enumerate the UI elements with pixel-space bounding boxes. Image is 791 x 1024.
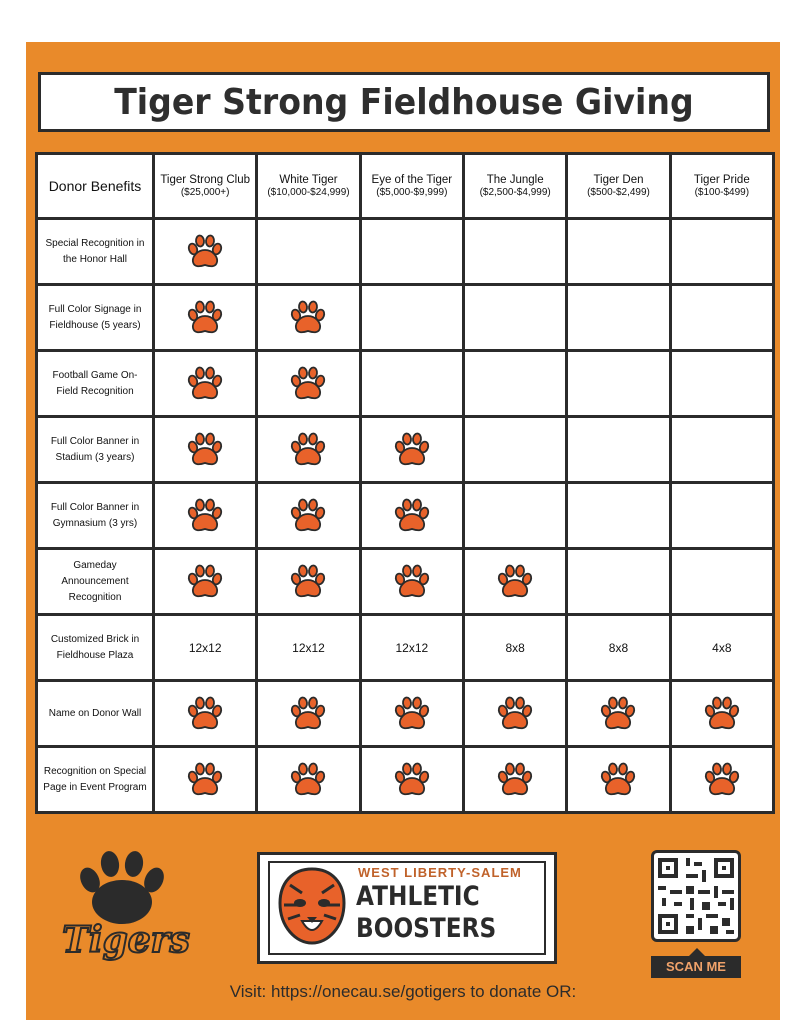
benefit-empty-cell [257, 219, 360, 285]
level-name: White Tiger [279, 173, 338, 186]
benefit-included-cell [567, 681, 670, 747]
brick-size: 8x8 [567, 615, 670, 681]
benefit-empty-cell [463, 219, 566, 285]
paw-print-icon [185, 232, 225, 272]
benefit-empty-cell [670, 351, 773, 417]
brick-size: 12x12 [360, 615, 463, 681]
benefit-included-cell [154, 483, 257, 549]
benefit-label: Recognition on Special Page in Event Program [37, 747, 154, 813]
boosters-school-name: WEST LIBERTY-SALEM [358, 865, 522, 880]
benefit-included-cell [257, 681, 360, 747]
benefit-empty-cell [567, 351, 670, 417]
paw-print-icon [185, 364, 225, 404]
benefit-included-cell [670, 681, 773, 747]
table-row [37, 285, 774, 351]
benefit-empty-cell [567, 219, 670, 285]
qr-code-icon [654, 853, 738, 939]
brick-size: 4x8 [670, 615, 773, 681]
benefit-empty-cell [567, 549, 670, 615]
brick-size: 12x12 [257, 615, 360, 681]
paw-print-icon [288, 760, 328, 800]
level-range: ($25,000+) [180, 186, 230, 198]
paw-print-icon [392, 430, 432, 470]
donate-link-text[interactable]: Visit: https://onecau.se/gotigers to donate OR: [229, 982, 577, 1001]
brick-size: 12x12 [154, 615, 257, 681]
benefit-included-cell [257, 417, 360, 483]
benefit-empty-cell [463, 483, 566, 549]
benefit-included-cell [257, 747, 360, 813]
level-header [463, 154, 566, 219]
level-range: ($2,500-$4,999) [479, 186, 551, 198]
footer [26, 842, 780, 1020]
paw-print-icon [702, 694, 742, 734]
paw-print-icon [392, 496, 432, 536]
benefit-empty-cell [670, 417, 773, 483]
benefit-included-cell [567, 747, 670, 813]
paw-print-icon [185, 760, 225, 800]
benefit-included-cell [154, 285, 257, 351]
flyer [26, 42, 780, 1020]
benefit-empty-cell [463, 285, 566, 351]
level-name: Tiger Pride [693, 173, 750, 186]
level-name: Tiger Strong Club [160, 173, 251, 186]
boosters-line-2: BOOSTERS [356, 913, 497, 944]
paw-print-icon [495, 562, 535, 602]
benefit-included-cell [360, 417, 463, 483]
level-name: Tiger Den [593, 173, 644, 186]
brick-size: 8x8 [463, 615, 566, 681]
table-row [37, 681, 774, 747]
benefit-included-cell [360, 747, 463, 813]
benefit-included-cell [670, 747, 773, 813]
table-row [37, 417, 774, 483]
level-header [670, 154, 773, 219]
paw-print-icon [495, 760, 535, 800]
benefit-included-cell [154, 747, 257, 813]
benefit-empty-cell [360, 351, 463, 417]
level-range: ($10,000-$24,999) [267, 186, 350, 198]
scan-me-label: SCAN ME [651, 956, 741, 978]
level-range: ($5,000-$9,999) [376, 186, 448, 198]
title-banner [38, 72, 770, 132]
level-header [154, 154, 257, 219]
paw-print-icon [702, 760, 742, 800]
paw-print-icon [598, 760, 638, 800]
donor-benefits-header: Donor Benefits [37, 154, 154, 219]
paw-print-icon [185, 496, 225, 536]
benefit-included-cell [463, 747, 566, 813]
benefit-included-cell [257, 285, 360, 351]
benefit-label: Full Color Banner in Stadium (3 years) [37, 417, 154, 483]
benefit-empty-cell [567, 417, 670, 483]
level-range: ($100-$499) [694, 186, 750, 198]
benefit-included-cell [257, 351, 360, 417]
benefit-empty-cell [463, 351, 566, 417]
tigers-paw-logo [56, 850, 196, 970]
paw-print-icon [392, 562, 432, 602]
level-range: ($500-$2,499) [587, 186, 650, 198]
benefit-empty-cell [567, 285, 670, 351]
benefit-empty-cell [360, 285, 463, 351]
benefit-empty-cell [567, 483, 670, 549]
athletic-boosters-logo [257, 852, 557, 964]
benefit-empty-cell [360, 219, 463, 285]
level-name: Eye of the Tiger [371, 173, 453, 186]
tigers-logo-text: Tigers [62, 919, 190, 961]
benefit-included-cell [154, 351, 257, 417]
paw-print-icon [185, 562, 225, 602]
boosters-line-1: ATHLETIC [356, 881, 480, 912]
benefit-included-cell [257, 549, 360, 615]
benefit-included-cell [360, 549, 463, 615]
benefit-label: Name on Donor Wall [37, 681, 154, 747]
level-header [360, 154, 463, 219]
paw-print-icon [288, 298, 328, 338]
benefit-label: Gameday Announcement Recognition [37, 549, 154, 615]
scan-arrow-icon [689, 948, 705, 956]
paw-print-icon [288, 430, 328, 470]
benefit-included-cell [463, 549, 566, 615]
benefit-label: Full Color Signage in Fieldhouse (5 years) [37, 285, 154, 351]
paw-print-icon [288, 694, 328, 734]
paw-print-icon [288, 496, 328, 536]
level-header [257, 154, 360, 219]
table-row [37, 549, 774, 615]
paw-print-icon [288, 364, 328, 404]
benefit-empty-cell [670, 285, 773, 351]
paw-print-icon [392, 760, 432, 800]
table-row [37, 351, 774, 417]
paw-print-icon [185, 430, 225, 470]
benefit-label: Full Color Banner in Gymnasium (3 yrs) [37, 483, 154, 549]
qr-code[interactable] [651, 850, 741, 942]
benefit-empty-cell [670, 549, 773, 615]
paw-print-icon [185, 694, 225, 734]
table-row [37, 483, 774, 549]
benefit-empty-cell [670, 219, 773, 285]
tiger-face-icon [272, 865, 352, 947]
benefit-included-cell [360, 681, 463, 747]
benefit-label: Special Recognition in the Honor Hall [37, 219, 154, 285]
paw-print-icon [598, 694, 638, 734]
benefit-label: Customized Brick in Fieldhouse Plaza [37, 615, 154, 681]
table-body [37, 219, 774, 813]
table-header-row [37, 154, 774, 219]
table-row [37, 219, 774, 285]
paw-print-icon [392, 694, 432, 734]
benefit-included-cell [154, 549, 257, 615]
benefit-included-cell [463, 681, 566, 747]
table-row [37, 747, 774, 813]
paw-print-icon [185, 298, 225, 338]
level-name: The Jungle [486, 173, 544, 186]
benefit-included-cell [154, 417, 257, 483]
benefit-empty-cell [670, 483, 773, 549]
level-header [567, 154, 670, 219]
benefit-included-cell [154, 681, 257, 747]
benefit-included-cell [154, 219, 257, 285]
benefit-empty-cell [463, 417, 566, 483]
table-row [37, 615, 774, 681]
paw-print-icon [495, 694, 535, 734]
benefits-table [35, 152, 775, 814]
page-title: Tiger Strong Fieldhouse Giving [114, 81, 694, 123]
benefit-included-cell [360, 483, 463, 549]
paw-print-icon [288, 562, 328, 602]
benefit-label: Football Game On-Field Recognition [37, 351, 154, 417]
benefit-included-cell [257, 483, 360, 549]
